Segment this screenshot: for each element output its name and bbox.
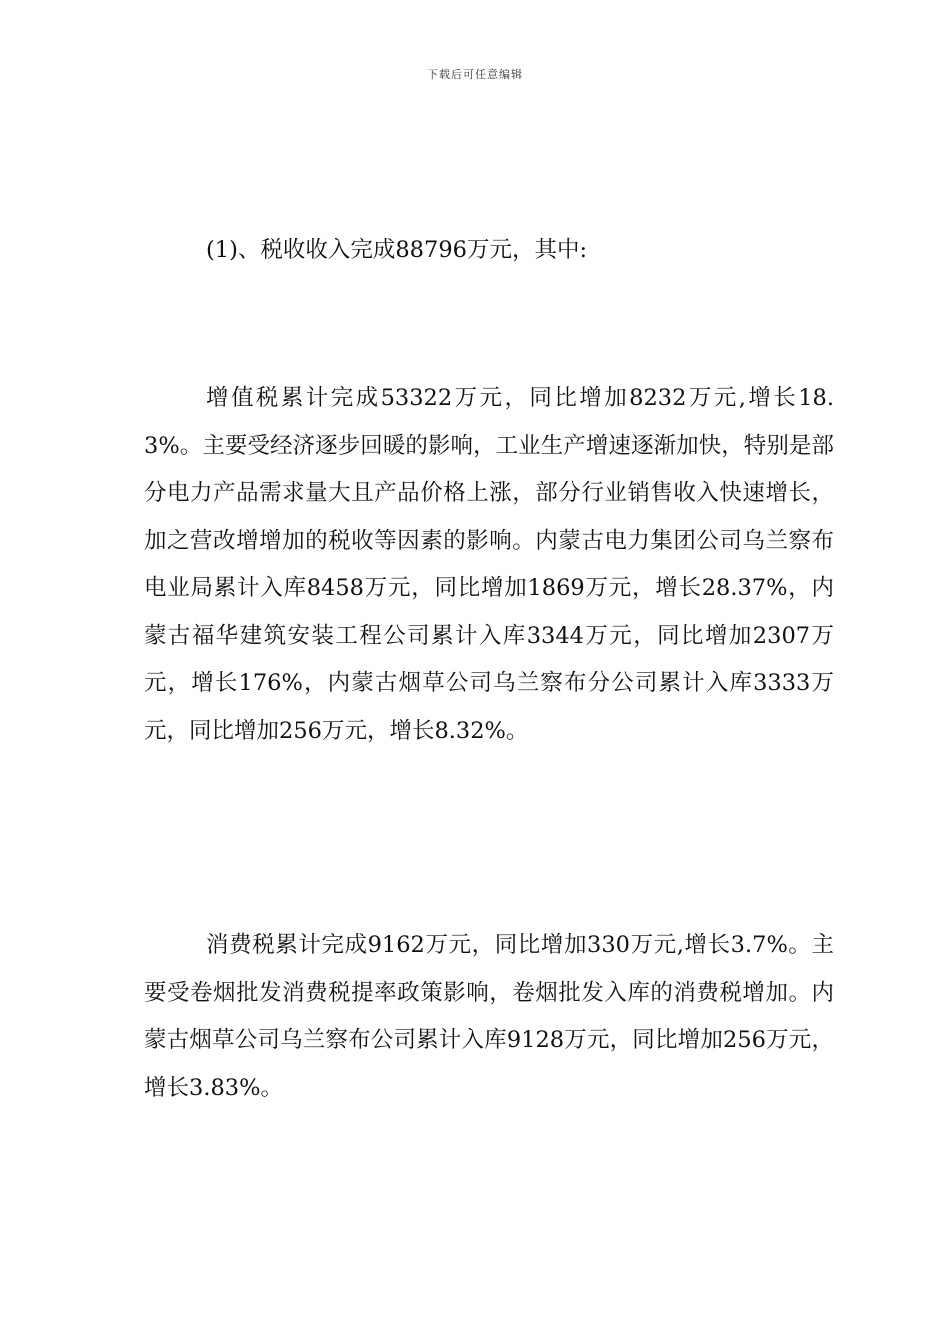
paragraph-consumption-tax: 消费税累计完成9162万元，同比增加330万元,增长3.7%。主要受卷烟批发消费税提率政策影响，卷烟批发入库的消费税增加。内蒙古烟草公司乌兰察布公司累计入库9128万元，同比增加256万元，增长3.83%。 [144,932,834,1101]
paragraph-tax-revenue: (1)、税收收入完成88796万元，其中: [206,237,588,263]
header-note: 下载后可任意编辑 [427,68,523,81]
paragraph-vat: 增值税累计完成53322万元，同比增加8232万元,增长18.3%。主要受经济逐步回暖的影响，工业生产增速逐渐加快，特别是部分电力产品需求量大且产品价格上涨，部分行业销售收入快速增长，加之营改增增加的税收等因素的影响。内蒙古电力集团公司乌兰察布电业局累计入库8458万元，同比增加1869万元，增长28.37%，内蒙古福华建筑安装工程公司累计入库3344万元，同比增加2307万元，增长176%，内蒙古烟草公司乌兰察布分公司累计入库3333万元，同比增加256万元，增长8.32%。 [144,385,834,744]
